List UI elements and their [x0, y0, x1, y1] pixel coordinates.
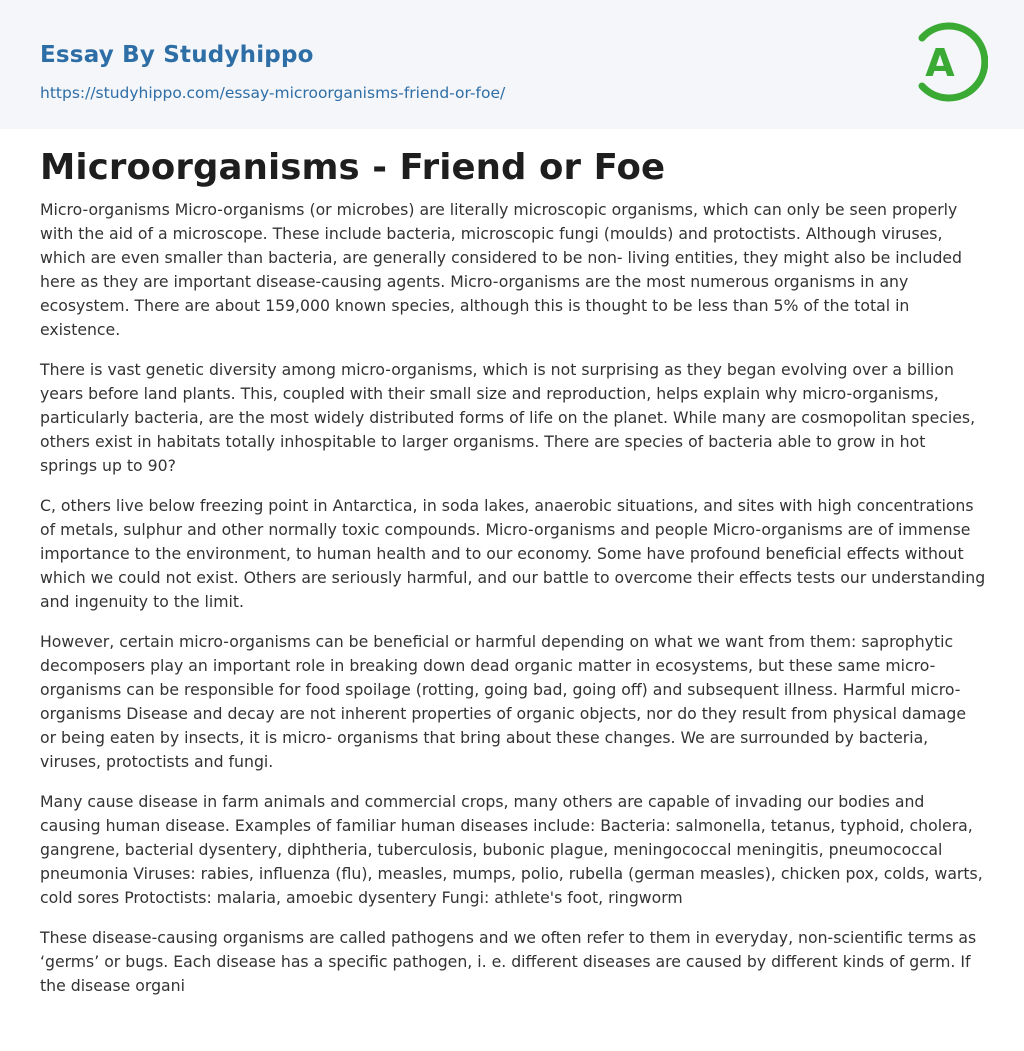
source-url-link[interactable]: https://studyhippo.com/essay-microorganisms-friend-or-foe/: [40, 84, 506, 102]
article-paragraph-2: There is vast genetic diversity among micro-organisms, which is not surprising as they began evolving over a billion years before land plants. This, coupled with their small size and reproduction, helps explain why micro-organisms, particularly bacteria, are the most widely distributed forms of life on the planet. While many are cosmopolitan species, others exist in habitats totally inhospitable to larger organisms. There are species of bacteria able to grow in hot springs up to 90?: [40, 360, 976, 475]
logo-letter: A: [925, 41, 955, 85]
site-header: [0, 0, 1024, 129]
article-paragraph-5: Many cause disease in farm animals and commercial crops, many others are capable of invading our bodies and causing human disease. Examples of familiar human diseases include: Bacteria: salmonella, tetanus, typhoid, cholera, gangrene, bacterial dysentery, diphtheria, tuberculosis, bubonic plague, meningococcal meningitis, pneumococcal pneumonia Viruses: rabies, influenza (flu), measles, mumps, polio, rubella (german measles), chicken pox, colds, warts, cold sores Protoctists: malaria, amoebic dysentery Fungi: athlete's foot, ringworm: [40, 792, 983, 907]
article-paragraph-4: However, certain micro-organisms can be beneficial or harmful depending on what we want from them: saprophytic decomposers play an important role in breaking down dead organic matter in ecosystems, but these same micro- organisms can be responsible for food spoilage (rotting, going bad, going off) and subsequent illness. Harmful micro-organisms Disease and decay are not inherent properties of organic objects, nor do they result from physical damage or being eaten by insects, it is micro- organisms that bring about these changes. We are surrounded by bacteria, viruses, protoctists and fungi.: [40, 632, 966, 771]
studyhippo-logo-icon[interactable]: [908, 18, 988, 106]
article-paragraph-6: These disease-causing organisms are called pathogens and we often refer to them in everyday, non-scientific terms as ‘germs’ or bugs. Each disease has a specific pathogen, i. e. different diseases are caused by different kinds of germ. If the disease organi: [40, 928, 977, 995]
article: [40, 146, 986, 1014]
article-paragraph-1: Micro-organisms Micro-organisms (or microbes) are literally microscopic organisms, which can only be seen properly with the aid of a microscope. These include bacteria, microscopic fungi (moulds) and protoctists. Although viruses, which are even smaller than bacteria, are generally considered to be non- living entities, they might also be included here as they are important disease-causing agents. Micro-organisms are the most numerous organisms in any ecosystem. There are about 159,000 known species, although this is thought to be less than 5% of the total in existence.: [40, 200, 963, 339]
article-paragraph-3: C, others live below freezing point in Antarctica, in soda lakes, anaerobic situations, and sites with high concentrations of metals, sulphur and other normally toxic compounds. Micro-organisms and people Micro-organisms are of immense importance to the environment, to human health and to our economy. Some have profound beneficial effects without which we could not exist. Others are seriously harmful, and our battle to overcome their effects tests our understanding and ingenuity to the limit.: [40, 496, 986, 611]
site-brand[interactable]: Essay By Studyhippo: [40, 42, 314, 68]
article-title: Microorganisms - Friend or Foe: [40, 147, 666, 188]
